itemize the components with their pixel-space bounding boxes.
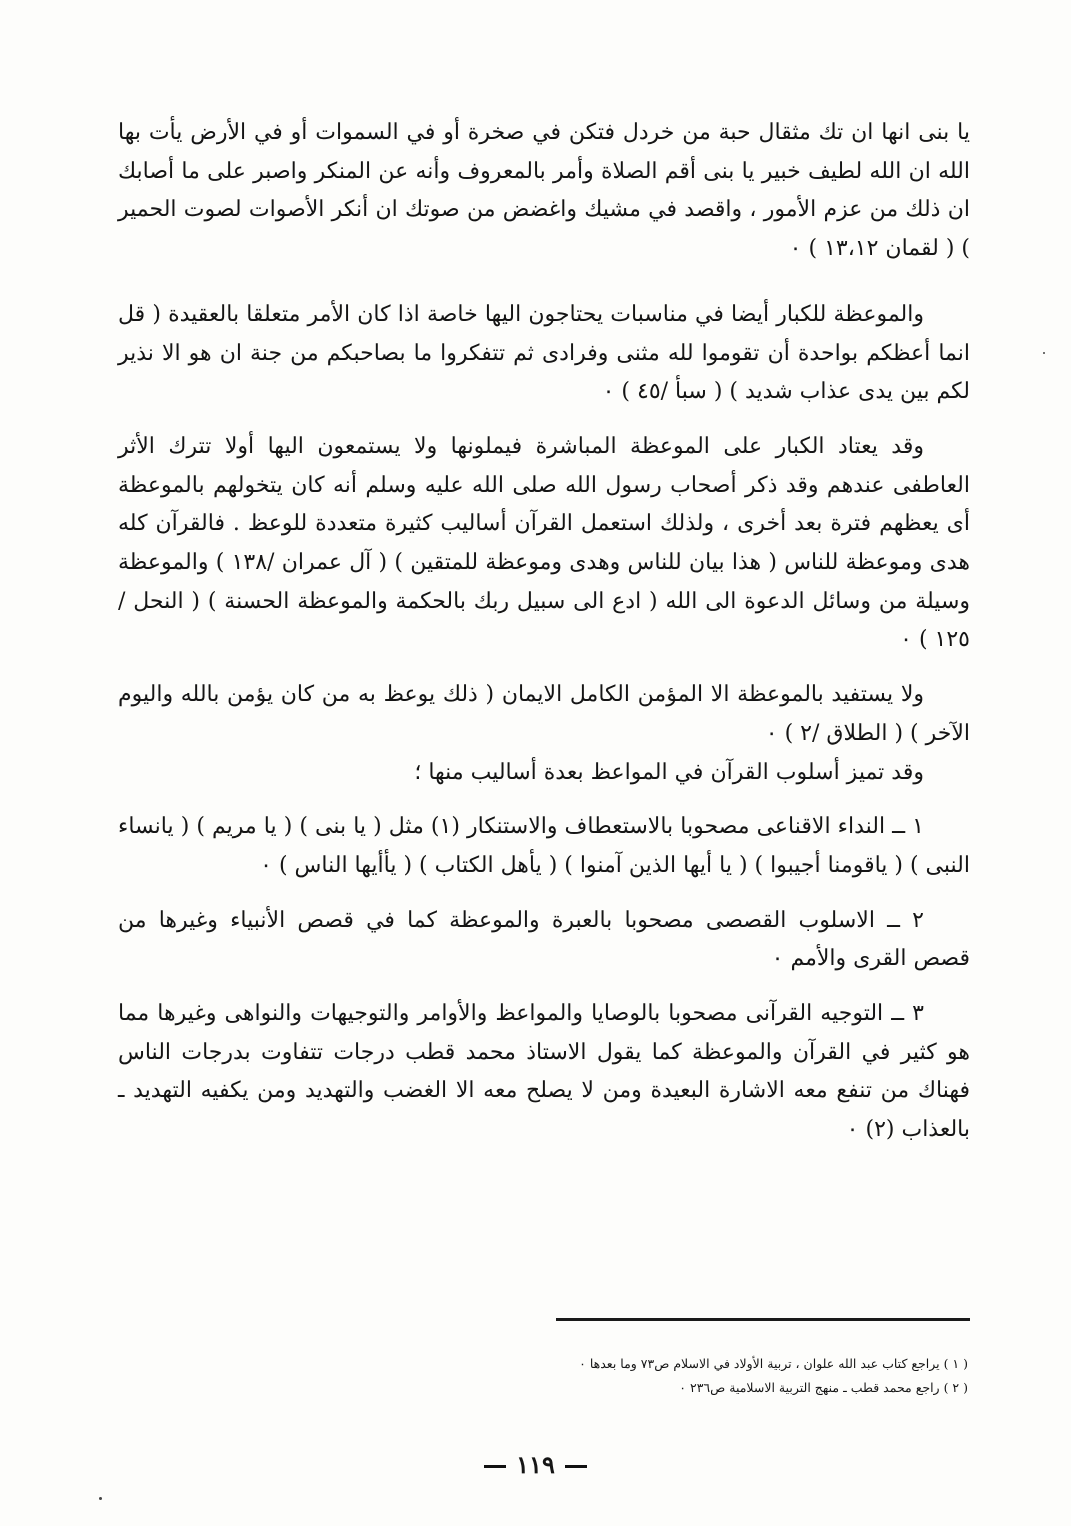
list-item-style-3: ٣ ــ التوجيه القرآنى مصحوبا بالوصايا والمواعظ والأوامر والتوجيهات والنواهى وغيرها مما هو كثير في القرآن والموعظة كما يقول الاستاذ محمد قطب درجات تتفاوت بدرجات الناس فهناك من تنفع معه الاشارة البعيدة ومن لا يصلح معه الا الغضب والتهديد ومن يكفيه التهديد ـ بالعذاب (٢) ٠ [118, 1001, 970, 1143]
right-dash [565, 1465, 587, 1468]
scan-speck [1043, 352, 1045, 354]
page-number: ١١٩ [516, 1450, 555, 1479]
footnote-divider [556, 1318, 970, 1321]
body-text [118, 114, 970, 1150]
left-dash [484, 1465, 506, 1468]
paragraph-quran-quote-luqman: يا بنى انها ان تك مثقال حبة من خردل فتكن في صخرة أو في السموات أو في الأرض يأت بها الله ان الله لطيف خبير يا بنى أقم الصلاة وأمر بالمعروف وأنه عن المنكر واصبر على ما أصابك ان ذلك من عزم الأمور ، واقصد في مشيك واغضض من صوتك ان أنكر الأصوات لصوت الحمير ) ( لقمان ١٣،١٢ ) ٠ [118, 120, 970, 262]
paragraph-direct-sermon: وقد يعتاد الكبار على الموعظة المباشرة فيملونها ولا يستمعون اليها أولا تترك الأثر العاطفى عندهم وقد ذكر أصحاب رسول الله صلى الله عليه وسلم أنه كان يتخولهم بالموعظة أى يعظهم فترة بعد أخرى ، ولذلك استعمل القرآن أساليب كثيرة متعددة للوعظ . فالقرآن كله هدى وموعظة للناس ( هذا بيان للناس وهدى وموعظة للمتقين ) ( آل عمران /١٣٨ ) والموعظة وسيلة من وسائل الدعوة الى الله ( ادع الى سبيل ربك بالحكمة والموعظة الحسنة ) ( النحل /١٢٥ ) ٠ [118, 433, 970, 653]
paragraph-styles-intro: وقد تميز أسلوب القرآن في المواعظ بعدة أساليب منها ؛ [414, 759, 924, 785]
list-item-style-2: ٢ ــ الاسلوب القصصى مصحوبا بالعبرة والموعظة كما في قصص الأنبياء وغيرها من قصص القرى والأمم ٠ [118, 907, 970, 972]
scan-speck [99, 1497, 102, 1500]
list-item-style-1: ١ ــ النداء الاقناعى مصحوبا بالاستعطاف والاستنكار (١) مثل ( يا بنى ) ( يا مريم ) ( يانساء النبى ) ( ياقومنا أجيبوا ) ( يا أيها الذين آمنوا ) ( يأهل الكتاب ) ( يأأيها الناس ) ٠ [118, 814, 970, 878]
page-number-container [0, 1450, 1071, 1479]
footnotes [400, 1352, 968, 1400]
footnote-1: ( ١ ) يراجع كتاب عبد الله علوان ، تربية الأولاد في الاسلام ص٧٣ وما بعدها ٠ [579, 1356, 968, 1371]
footnote-2: ( ٢ ) راجع محمد قطب ـ منهج التربية الاسلامية ص٢٣٦ ٠ [679, 1380, 968, 1395]
paragraph-sermon-for-adults: والموعظة للكبار أيضا في مناسبات يحتاجون اليها خاصة اذا كان الأمر متعلقا بالعقيدة ( قل انما أعظكم بواحدة أن تقوموا لله مثنى وفرادى ثم تتفكروا ما بصاحبكم من جنة ان هو الا نذير لكم بين يدى عذاب شديد ) ( سبأ /٤٥ ) ٠ [118, 301, 970, 405]
paragraph-believer-benefit: ولا يستفيد بالموعظة الا المؤمن الكامل الايمان ( ذلك يوعظ به من كان يؤمن بالله واليوم الآخر ) ( الطلاق /٢ ) ٠ [118, 682, 970, 746]
